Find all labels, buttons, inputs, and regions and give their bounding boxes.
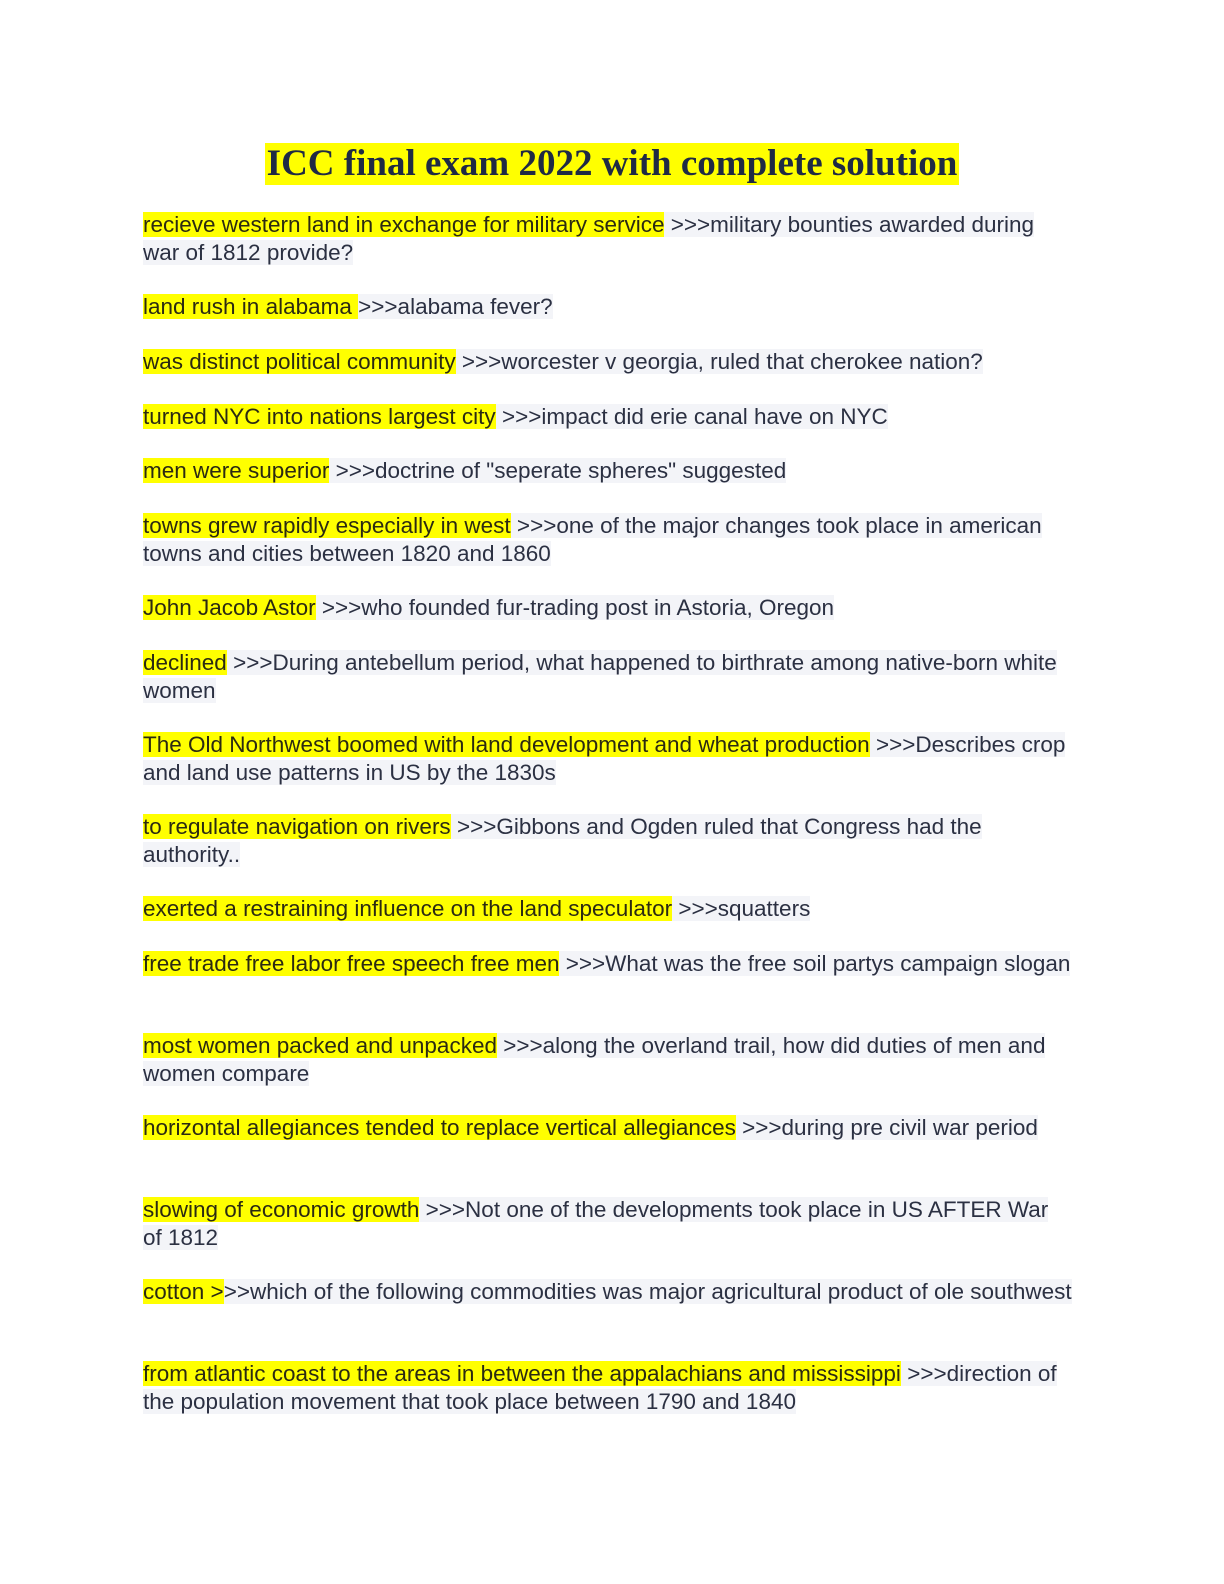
question-text: >>>during pre civil war period — [735, 1115, 1038, 1140]
answer-highlight: declined — [143, 650, 227, 675]
answer-highlight: John Jacob Astor — [143, 595, 316, 620]
qa-item — [143, 649, 1073, 704]
question-text: >>>During antebellum period, what happened to birthrate among native-born white women — [143, 650, 1057, 703]
qa-item — [143, 348, 983, 376]
qa-item — [143, 1114, 1038, 1142]
answer-highlight: to regulate navigation on rivers — [143, 814, 451, 839]
question-text: >>>Not one of the developments took place in US AFTER War of 1812 — [143, 1197, 1049, 1250]
answer-highlight: from atlantic coast to the areas in between the appalachians and mississippi — [143, 1361, 901, 1386]
question-text: >>>worcester v georgia, ruled that cherokee nation? — [455, 349, 983, 374]
question-text: >>>military bounties awarded during war of 1812 provide? — [143, 212, 1035, 265]
question-text: >>>squatters — [672, 896, 811, 921]
qa-item — [143, 1278, 1072, 1306]
qa-item — [143, 403, 888, 431]
qa-item — [143, 457, 786, 485]
answer-highlight: free trade free labor free speech free men — [143, 951, 560, 976]
question-text: >>>Gibbons and Ogden ruled that Congress had the authority.. — [143, 814, 982, 867]
question-text: >>>who founded fur-trading post in Astoria, Oregon — [315, 595, 835, 620]
answer-highlight: turned NYC into nations largest city — [143, 404, 496, 429]
question-text: >>>Describes crop and land use patterns in US by the 1830s — [143, 732, 1066, 785]
answer-highlight: horizontal allegiances tended to replace vertical allegiances — [143, 1115, 736, 1140]
question-text: >>>along the overland trail, how did duties of men and women compare — [143, 1033, 1046, 1086]
qa-item — [143, 1360, 1073, 1415]
document-title: ICC final exam 2022 with complete solution — [266, 143, 958, 184]
answer-highlight: cotton > — [143, 1279, 224, 1304]
answer-highlight: land rush in alabama — [143, 294, 359, 319]
qa-item — [143, 293, 553, 321]
qa-item — [143, 512, 1073, 567]
qa-item — [143, 1032, 1073, 1087]
answer-highlight: slowing of economic growth — [143, 1197, 420, 1222]
answer-highlight: men were superior — [143, 458, 330, 483]
answer-highlight: recieve western land in exchange for military service — [143, 212, 665, 237]
answer-highlight: exerted a restraining influence on the land speculator — [143, 896, 673, 921]
question-text: >>>doctrine of "seperate spheres" suggested — [329, 458, 787, 483]
answer-highlight: most women packed and unpacked — [143, 1033, 497, 1058]
question-text: >>>one of the major changes took place in american towns and cities between 1820 and 1860 — [143, 513, 1042, 566]
answer-highlight: was distinct political community — [143, 349, 456, 374]
qa-item — [143, 813, 1073, 868]
title-container — [0, 143, 1224, 185]
qa-item — [143, 211, 1073, 266]
question-text: >>>impact did erie canal have on NYC — [495, 404, 888, 429]
question-text: >>>alabama fever? — [358, 294, 553, 319]
question-text: >>>What was the free soil partys campaign slogan — [559, 951, 1071, 976]
question-text: >>>direction of the population movement that took place between 1790 and 1840 — [143, 1361, 1057, 1414]
answer-highlight: The Old Northwest boomed with land development and wheat production — [143, 732, 870, 757]
qa-item — [143, 731, 1073, 786]
qa-item — [143, 950, 1070, 978]
qa-item — [143, 594, 834, 622]
question-text: >>which of the following commodities was major agricultural product of ole southwest — [223, 1279, 1072, 1304]
answer-highlight: towns grew rapidly especially in west — [143, 513, 511, 538]
qa-item — [143, 895, 810, 923]
qa-item — [143, 1196, 1073, 1251]
